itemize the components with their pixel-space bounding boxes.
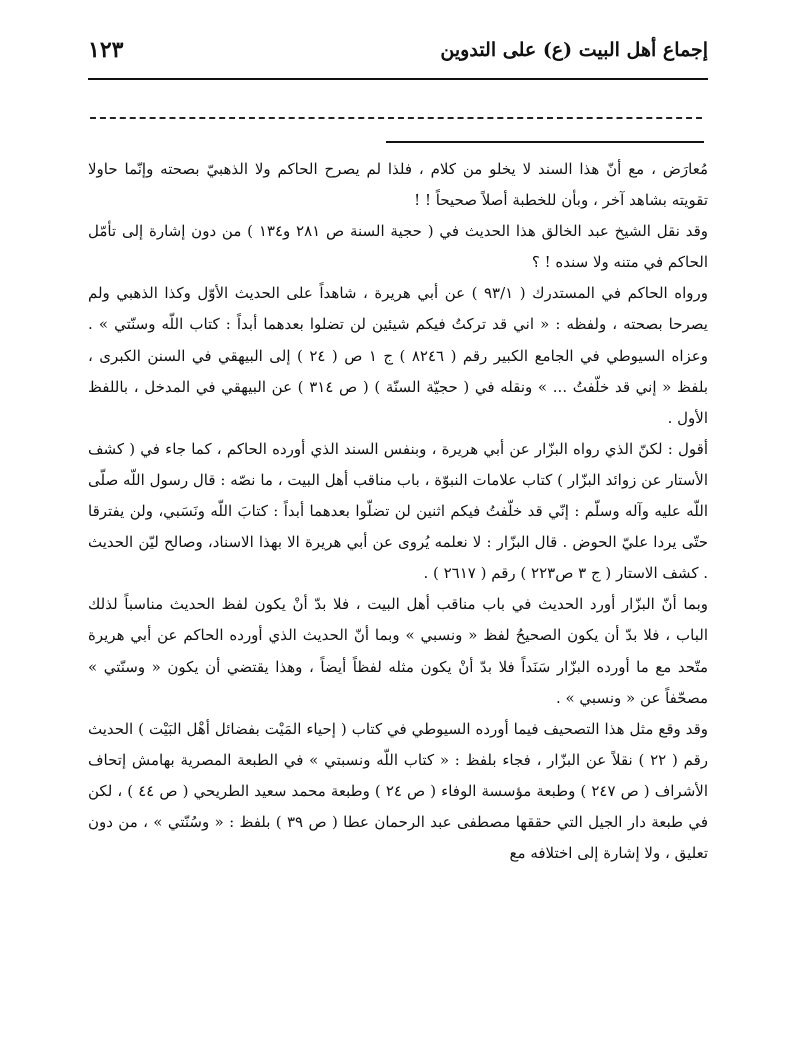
footnote-text bbox=[88, 154, 708, 869]
header-rule bbox=[88, 78, 708, 80]
paragraph: وبما أنّ البزّار أورد الحديث في باب مناقب أهل البيت ، فلا بدّ أنْ يكون لفظ الحديث مناسباً لذلك الباب ، فلا بدّ أن يكون الصحيحُ لفظ « ونسبي » وبما أنّ الحديث الذي أورده الحاكم عن أبي هريرة متّحد مع ما أورده البزّار سَنَداً فلا بدّ أنْ يكون مثله لفظاً أيضاً ، وهذا يقتضي أن يكون « وسنّتي » مصحّفاً عن « ونسبي » . bbox=[88, 595, 709, 707]
footnote-rule bbox=[386, 141, 704, 143]
paragraph: ورواه الحاكم في المستدرك ( ٩٣/١ ) عن أبي هريرة ، شاهداً على الحديث الأوّل وكذا الذهبي ولم يصرحا بصحته ، ولفظه : « اني قد تركتُ فيكم شيئين لن تضلوا بعدهما أبداً : كتاب اللّه وسنّتي » . وعزاه السيوطي في الجامع الكبير رقم ( ٨٢٤٦ ) ج ١ ص ( ٢٤ ) إلى البيهقي في السنن الكبرى ، بلفظ « إني قد خلّفتُ ... » ونقله في ( حجيّة السنّة ) ( ص ٣١٤ ) عن البيهقي في المدخل ، باللفظ الأول . bbox=[88, 284, 708, 427]
running-title: إجماع أهل البيت (ع) على التدوين bbox=[440, 39, 708, 61]
dashed-separator bbox=[90, 117, 702, 119]
page-header bbox=[88, 30, 708, 70]
paragraph: أقول : لكنّ الذي رواه البزّار عن أبي هريرة ، وبنفس السند الذي أورده الحاكم ، كما جاء في ( كشف الأستار عن زوائد البزّار ) كتاب علامات النبوّة ، باب مناقب أهل البيت ، ما نصّه : قال رسول اللّه صلّى اللّه عليه وآله وسلّم : إنّي قد خلّفتُ فيكم اثنين لن تضلّوا بعدهما أبداً : كتابَ اللّه ونَسَبي، ولن يفترقا حتّى يردا عليّ الحوض . قال البزّار : لا نعلمه يُروى عن أبي هريرة الا بهذا الاسناد، وصالح ليّن الحديث . كشف الاستار ( ج ٣ ص٢٢٣ ) رقم ( ٢٦١٧ ) . bbox=[88, 439, 708, 583]
paragraph: مُعارَض ، مع أنّ هذا السند لا يخلو من كلام ، فلذا لم يصرح الحاكم ولا الذهبيّ بصحته وإنّما حاولا تقويته بشاهد آخر ، وبأن للخطبة أصلاً صحيحاً ! ! bbox=[88, 160, 708, 210]
page-number: ١٢٣ bbox=[88, 37, 124, 63]
paragraph: وقد وقع مثل هذا التصحيف فيما أورده السيوطي في كتاب ( إحياء المَيْت بفضائل أهْل البَيْت ) الحديث رقم ( ٢٢ ) نقلاً عن البزّار ، فجاء بلفظ : « كتاب اللّه ونسبتي » في الطبعة المصرية بهامش إتحاف الأشراف ( ص ٢٤٧ ) وطبعة مؤسسة الوفاء ( ص ٢٤ ) وطبعة محمد سعيد الطريحي ( ص ٤٤ ) ، لكن في طبعة دار الجيل التي حققها مصطفى عبد الرحمان عطا ( ص ٣٩ ) بلفظ : « وسُنّتي » ، من دون تعليق ، ولا إشارة إلى اختلافه مع bbox=[88, 719, 708, 863]
paragraph: وقد نقل الشيخ عبد الخالق هذا الحديث في ( حجية السنة ص ٢٨١ و١٣٤ ) من دون إشارة إلى تأمّل الحاكم في متنه ولا سنده ! ؟ bbox=[88, 222, 708, 272]
